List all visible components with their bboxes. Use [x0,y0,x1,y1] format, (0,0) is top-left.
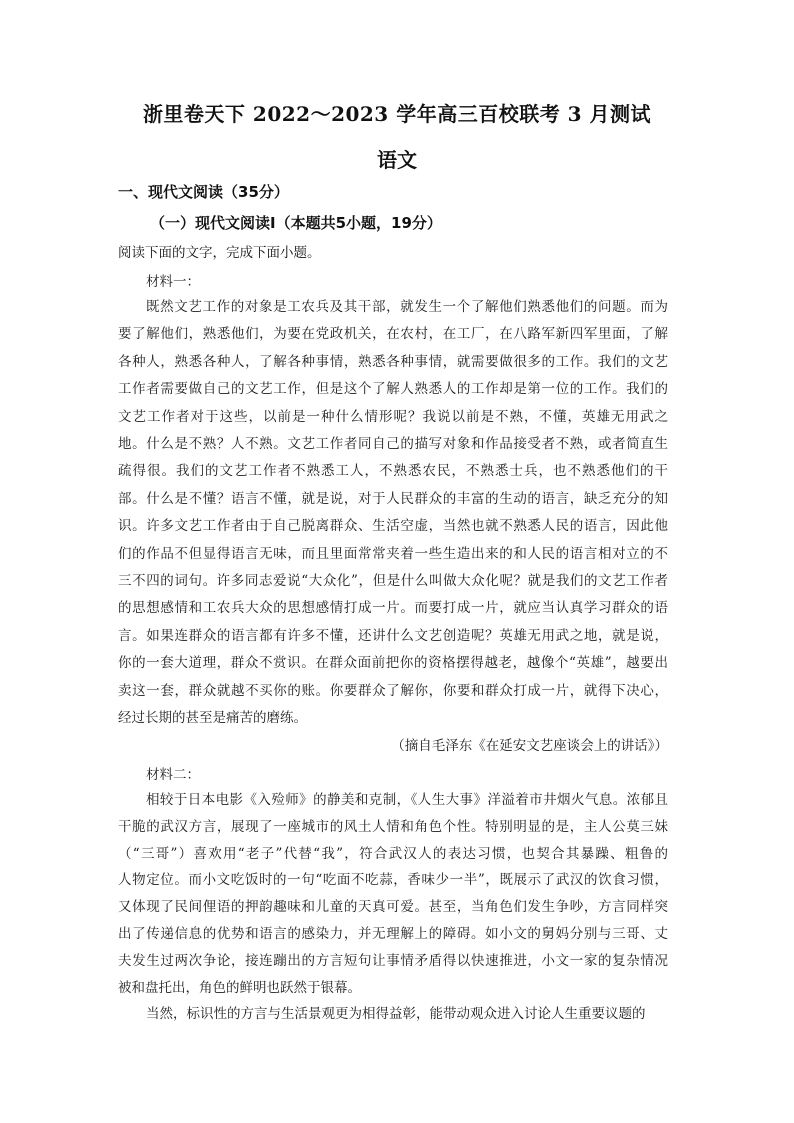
material2-line: 夫发生过两次争论，接连蹦出的方言短句让事情矛盾得以快速推进，小文一家的复杂情况 [118,952,668,969]
subsection-heading: （一）现代文阅读Ⅰ（本题共5小题，19分） [150,214,442,232]
material1-source: （摘自毛泽东《在延安文艺座谈会上的讲话》） [391,738,668,754]
material1-line: 的思想感情和工农兵大众的思想感情打成一片。而要打成一片，就应当认真学习群众的语 [118,600,668,617]
material1-line: 工作者需要做自己的文艺工作，但是这个了解人熟悉人的工作却是第一位的工作。我们的 [118,381,668,398]
material2-line: 干脆的武汉方言，展现了一座城市的风土人情和角色个性。特别明显的是，主人公莫三妹 [118,818,668,835]
material2-line: （“三哥”）喜欢用“老子”代替“我”，符合武汉人的表达习惯，也契合其暴躁、粗鲁的 [118,845,668,862]
material2-label: 材料二： [146,767,200,783]
material1-line: 既然文艺工作的对象是工农兵及其干部，就发生一个了解他们熟悉他们的问题。而为 [146,299,668,315]
document-title: 浙里卷天下 2022～2023 学年高三百校联考 3 月测试 [142,102,652,126]
material1-line: 三不四的词句。许多同志爱说“大众化”，但是什么叫做大众化呢？就是我们的文艺工作者 [118,573,668,589]
material1-line: 要了解他们，熟悉他们，为要在党政机关，在农村，在工厂，在八路军新四军里面，了解 [118,326,668,343]
material1-line: 各种人，熟悉各种人，了解各种事情，熟悉各种事情，就需要做很多的工作。我们的文艺 [118,353,668,370]
material2-line: 相较于日本电影《入殓师》的静美和克制，《人生大事》洋溢着市井烟火气息。浓郁且 [146,792,668,808]
material2-line: 人物定位。而小文吃饭时的一句“吃面不吃蒜，香味少一半”，既展示了武汉的饮食习惯， [118,872,668,889]
material1-line: 部。什么是不懂？语言不懂，就是说，对于人民群众的丰富的生动的语言，缺乏充分的知 [118,490,668,507]
material1-line: 识。许多文艺工作者由于自己脱离群众、生活空虚，当然也就不熟悉人民的语言，因此他 [118,518,668,535]
section-heading: 一、现代文阅读（35分） [118,183,289,201]
subject-title: 语文 [377,148,417,172]
material1-line: 疏得很。我们的文艺工作者不熟悉工人，不熟悉农民，不熟悉士兵，也不熟悉他们的干 [118,463,668,480]
material2-line: 被和盘托出，角色的鲜明也跃然于银幕。 [118,979,361,996]
material1-line: 经过长期的甚至是痛苦的磨练。 [118,710,307,726]
material2-line: 当然，标识性的方言与生活景观更为相得益彰，能带动观众进入讨论人生重要议题的 [146,1006,646,1023]
material2-line: 出了传递信息的优势和语言的感染力，并无理解上的障碍。如小文的舅妈分别与三哥、丈 [118,926,668,942]
material1-line: 卖这一套，群众就越不买你的账。你要群众了解你，你要和群众打成一片，就得下决心， [118,682,668,699]
material1-line: 言。如果连群众的语言都有许多不懂，还讲什么文艺创造呢？英雄无用武之地，就是说， [118,627,668,644]
material1-line: 地。什么是不熟？人不熟。文艺工作者同自己的描写对象和作品接受者不熟，或者简直生 [118,436,668,452]
material1-line: 们的作品不但显得语言无味，而且里面常常夹着一些生造出来的和人民的语言相对立的不 [118,545,668,562]
material2-line: 又体现了民间俚语的押韵趣味和儿童的天真可爱。甚至，当角色们发生争吵，方言同样突 [118,899,668,916]
material1-line: 你的一套大道理，群众不赏识。在群众面前把你的资格摆得越老，越像个“英雄”，越要出 [118,655,668,672]
material1-line: 文艺工作者对于这些，以前是一种什么情形呢？我说以前是不熟，不懂，英雄无用武之 [118,408,668,425]
instruction-text: 阅读下面的文字，完成下面小题。 [118,245,321,261]
material1-label: 材料一： [146,274,200,290]
